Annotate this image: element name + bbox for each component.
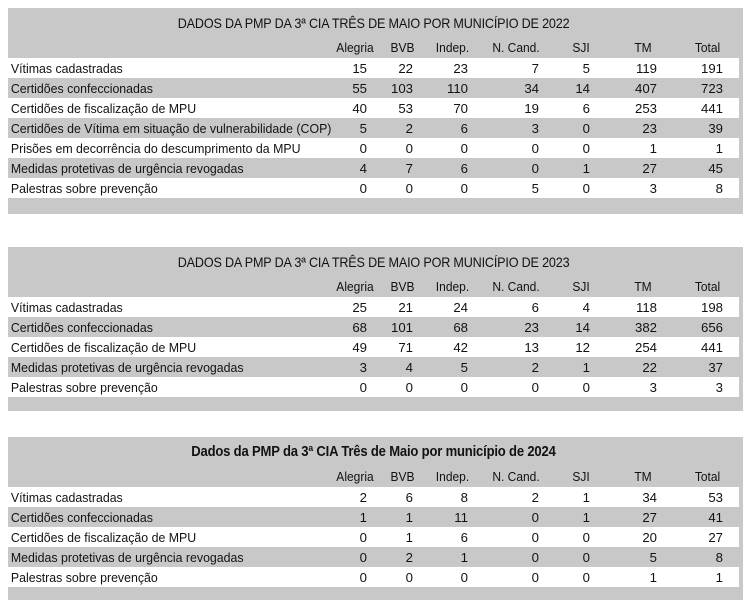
cell-value: 14 <box>575 319 590 335</box>
cell-value: 5 <box>582 60 590 76</box>
cell-value: 0 <box>405 569 413 585</box>
cell-value: 0 <box>460 180 468 196</box>
column-header: Total <box>694 41 721 55</box>
cell-value: 3 <box>359 359 367 375</box>
row-label: Medidas protetivas de urgência revogadas <box>10 549 244 565</box>
table-title-band <box>8 437 739 467</box>
cell-value: 53 <box>708 489 723 505</box>
cell-value: 4 <box>359 160 367 176</box>
cell-value: 13 <box>524 339 539 355</box>
cell-value: 0 <box>460 379 468 395</box>
table-row <box>8 567 739 587</box>
column-header: Alegria <box>336 41 374 55</box>
cell-value: 11 <box>454 509 468 525</box>
table-title: Dados da PMP da 3ª CIA Três de Maio por município de 2024 <box>191 444 556 460</box>
cell-value: 8 <box>460 489 468 505</box>
cell-value: 6 <box>405 489 413 505</box>
cell-value: 25 <box>352 299 367 315</box>
column-header: SJI <box>572 470 590 484</box>
cell-value: 23 <box>453 60 468 76</box>
cell-value: 1 <box>582 509 590 525</box>
cell-value: 0 <box>460 140 468 156</box>
cell-value: 0 <box>531 549 539 565</box>
cell-value: 70 <box>453 100 468 116</box>
cell-value: 1 <box>715 569 723 585</box>
column-header: Total <box>694 470 721 484</box>
cell-value: 1 <box>405 529 413 545</box>
cell-value: 0 <box>531 140 539 156</box>
cell-value: 1 <box>715 140 723 156</box>
table-row <box>8 158 739 178</box>
cell-value: 0 <box>531 509 539 525</box>
cell-value: 103 <box>390 80 413 96</box>
cell-value: 7 <box>531 60 539 76</box>
cell-value: 253 <box>634 100 657 116</box>
cell-value: 0 <box>531 529 539 545</box>
cell-value: 0 <box>582 549 590 565</box>
cell-value: 0 <box>531 379 539 395</box>
row-label: Certidões de fiscalização de MPU <box>10 529 197 545</box>
row-label: Certidões de fiscalização de MPU <box>10 100 197 116</box>
cell-value: 0 <box>582 120 590 136</box>
cell-value: 22 <box>398 60 413 76</box>
cell-value: 2 <box>359 489 367 505</box>
table-rows <box>8 58 739 198</box>
table-header-row <box>8 38 739 58</box>
column-header: Alegria <box>336 280 374 294</box>
cell-value: 1 <box>582 160 590 176</box>
row-label: Palestras sobre prevenção <box>10 180 158 196</box>
row-label: Certidões confeccionadas <box>10 319 153 335</box>
row-label: Medidas protetivas de urgência revogadas <box>10 359 244 375</box>
column-header: BVB <box>390 41 415 55</box>
cell-value: 0 <box>359 529 367 545</box>
cell-value: 27 <box>708 529 723 545</box>
cell-value: 3 <box>715 379 723 395</box>
table-row <box>8 178 739 198</box>
row-label: Vítimas cadastradas <box>10 60 123 76</box>
cell-value: 40 <box>352 100 367 116</box>
cell-value: 6 <box>460 160 468 176</box>
cell-value: 2 <box>531 359 539 375</box>
table-row <box>8 78 739 98</box>
table-row <box>8 317 739 337</box>
table-2022 <box>8 8 743 214</box>
cell-value: 1 <box>649 140 657 156</box>
cell-value: 1 <box>460 549 468 565</box>
cell-value: 119 <box>635 60 657 76</box>
cell-value: 12 <box>575 339 590 355</box>
cell-value: 0 <box>582 140 590 156</box>
cell-value: 2 <box>531 489 539 505</box>
table-row <box>8 138 739 158</box>
cell-value: 110 <box>446 80 468 96</box>
cell-value: 0 <box>359 569 367 585</box>
column-header: TM <box>634 41 652 55</box>
cell-value: 23 <box>642 120 657 136</box>
cell-value: 0 <box>582 180 590 196</box>
cell-value: 1 <box>582 359 590 375</box>
cell-value: 1 <box>405 509 413 525</box>
cell-value: 2 <box>405 549 413 565</box>
cell-value: 5 <box>460 359 468 375</box>
cell-value: 1 <box>359 509 367 525</box>
cell-value: 0 <box>582 529 590 545</box>
table-2024 <box>8 437 743 600</box>
cell-value: 39 <box>708 120 723 136</box>
table-row <box>8 297 739 317</box>
cell-value: 0 <box>359 140 367 156</box>
cell-value: 118 <box>635 299 657 315</box>
cell-value: 1 <box>582 489 590 505</box>
row-label: Certidões de fiscalização de MPU <box>10 339 197 355</box>
column-header: Alegria <box>336 470 374 484</box>
cell-value: 198 <box>700 299 723 315</box>
cell-value: 8 <box>715 180 723 196</box>
column-header: SJI <box>572 41 590 55</box>
cell-value: 49 <box>352 339 367 355</box>
row-label: Medidas protetivas de urgência revogadas <box>10 160 244 176</box>
cell-value: 0 <box>582 379 590 395</box>
cell-value: 0 <box>359 549 367 565</box>
row-label: Certidões confeccionadas <box>10 509 153 525</box>
cell-value: 101 <box>390 319 413 335</box>
cell-value: 723 <box>700 80 723 96</box>
table-footer-band <box>8 198 739 214</box>
table-row <box>8 487 739 507</box>
cell-value: 3 <box>531 120 539 136</box>
table-title: DADOS DA PMP DA 3ª CIA TRÊS DE MAIO POR MUNICÍPIO DE 2022 <box>177 15 570 31</box>
table-footer-band <box>8 397 739 411</box>
cell-value: 6 <box>582 100 590 116</box>
cell-value: 407 <box>634 80 657 96</box>
cell-value: 53 <box>398 100 413 116</box>
cell-value: 0 <box>405 180 413 196</box>
table-row <box>8 118 739 138</box>
table-row <box>8 337 739 357</box>
cell-value: 34 <box>524 80 539 96</box>
column-header: SJI <box>572 280 590 294</box>
cell-value: 21 <box>398 299 413 315</box>
table-footer-band <box>8 587 739 600</box>
table-rows <box>8 297 739 397</box>
cell-value: 382 <box>634 319 657 335</box>
column-header: BVB <box>390 470 415 484</box>
cell-value: 22 <box>642 359 657 375</box>
cell-value: 0 <box>582 569 590 585</box>
row-label: Vítimas cadastradas <box>10 489 123 505</box>
column-header: N. Cand. <box>492 41 540 55</box>
column-header: N. Cand. <box>492 280 540 294</box>
table-row <box>8 98 739 118</box>
cell-value: 5 <box>649 549 657 565</box>
cell-value: 4 <box>582 299 590 315</box>
table-header-row <box>8 467 739 487</box>
cell-value: 191 <box>700 60 723 76</box>
cell-value: 19 <box>524 100 539 116</box>
table-row <box>8 377 739 397</box>
table-row <box>8 527 739 547</box>
cell-value: 42 <box>453 339 468 355</box>
column-header: Indep. <box>435 41 470 55</box>
cell-value: 6 <box>460 529 468 545</box>
cell-value: 2 <box>405 120 413 136</box>
column-header: Indep. <box>435 470 470 484</box>
cell-value: 71 <box>398 339 413 355</box>
cell-value: 441 <box>700 100 723 116</box>
table-header-row <box>8 277 739 297</box>
cell-value: 6 <box>460 120 468 136</box>
cell-value: 8 <box>715 549 723 565</box>
column-header: TM <box>634 280 652 294</box>
table-row <box>8 357 739 377</box>
cell-value: 41 <box>708 509 723 525</box>
row-label: Certidões confeccionadas <box>10 80 153 96</box>
row-label: Prisões em decorrência do descumprimento da MPU <box>10 140 301 156</box>
cell-value: 68 <box>352 319 367 335</box>
column-header: BVB <box>390 280 415 294</box>
column-header: Total <box>694 280 721 294</box>
cell-value: 55 <box>352 80 367 96</box>
cell-value: 0 <box>531 160 539 176</box>
cell-value: 23 <box>524 319 539 335</box>
row-label: Palestras sobre prevenção <box>10 379 158 395</box>
cell-value: 1 <box>649 569 657 585</box>
cell-value: 0 <box>460 569 468 585</box>
cell-value: 0 <box>405 140 413 156</box>
cell-value: 27 <box>642 160 657 176</box>
cell-value: 5 <box>531 180 539 196</box>
table-row <box>8 58 739 78</box>
cell-value: 0 <box>359 180 367 196</box>
cell-value: 3 <box>649 180 657 196</box>
row-label: Palestras sobre prevenção <box>10 569 158 585</box>
table-2023 <box>8 247 743 411</box>
cell-value: 254 <box>634 339 657 355</box>
cell-value: 24 <box>453 299 468 315</box>
table-title: DADOS DA PMP DA 3ª CIA TRÊS DE MAIO POR MUNICÍPIO DE 2023 <box>177 254 570 270</box>
column-header: N. Cand. <box>492 470 540 484</box>
column-header: TM <box>634 470 652 484</box>
cell-value: 656 <box>700 319 723 335</box>
cell-value: 15 <box>352 60 367 76</box>
row-label: Certidões de Vítima em situação de vulnerabilidade (COP) <box>10 120 332 136</box>
cell-value: 3 <box>649 379 657 395</box>
cell-value: 7 <box>405 160 413 176</box>
row-label: Vítimas cadastradas <box>10 299 123 315</box>
cell-value: 34 <box>642 489 657 505</box>
cell-value: 6 <box>531 299 539 315</box>
cell-value: 27 <box>642 509 657 525</box>
table-rows <box>8 487 739 587</box>
cell-value: 0 <box>405 379 413 395</box>
cell-value: 5 <box>359 120 367 136</box>
table-row <box>8 507 739 527</box>
cell-value: 37 <box>708 359 723 375</box>
cell-value: 20 <box>642 529 657 545</box>
table-row <box>8 547 739 567</box>
cell-value: 4 <box>405 359 413 375</box>
table-title-band <box>8 247 739 277</box>
cell-value: 45 <box>708 160 723 176</box>
cell-value: 68 <box>453 319 468 335</box>
column-header: Indep. <box>435 280 470 294</box>
cell-value: 0 <box>359 379 367 395</box>
cell-value: 441 <box>700 339 723 355</box>
page <box>0 8 750 600</box>
cell-value: 14 <box>575 80 590 96</box>
table-title-band <box>8 8 739 38</box>
cell-value: 0 <box>531 569 539 585</box>
